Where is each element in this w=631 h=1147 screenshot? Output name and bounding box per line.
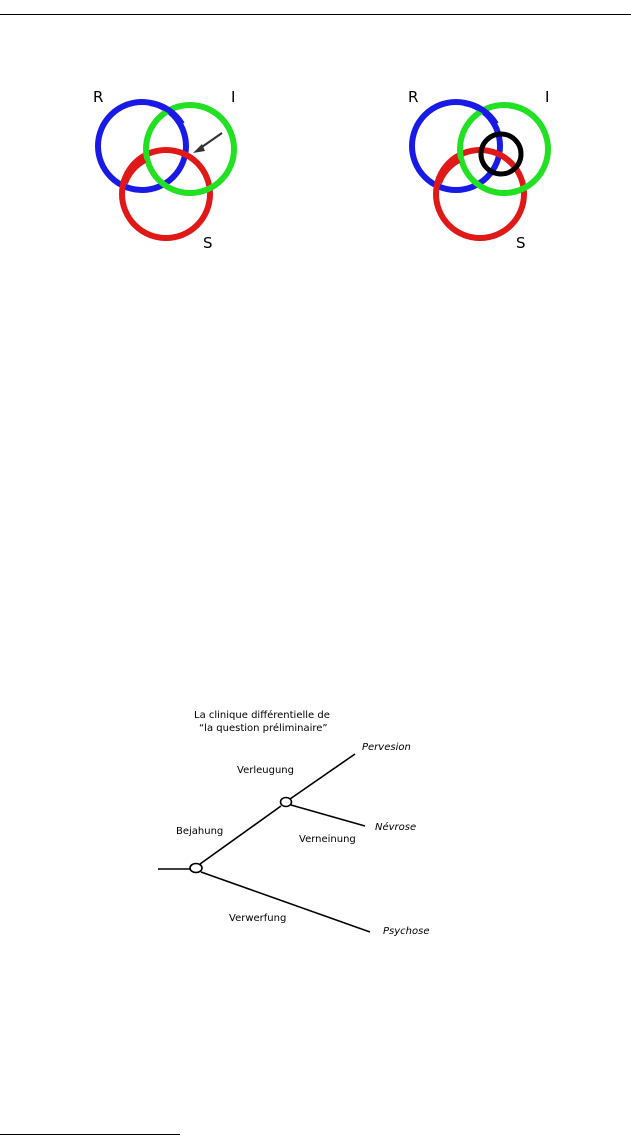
label-bejahung: Bejahung xyxy=(176,826,224,837)
left-arrow-icon xyxy=(193,133,222,153)
bejahung-node xyxy=(281,798,292,807)
left-label-i: I xyxy=(231,88,236,106)
label-verwerfung: Verwerfung xyxy=(229,913,287,924)
right-label-i: I xyxy=(545,88,550,106)
left-knot xyxy=(93,88,235,252)
outcome-psychose: Psychose xyxy=(383,926,430,937)
right-label-r: R xyxy=(408,88,419,106)
tree-title-line1: La clinique différentielle de xyxy=(194,710,330,721)
header-rule xyxy=(0,14,631,15)
outcome-nevrose: Névrose xyxy=(375,822,417,833)
label-verneinung: Verneinung xyxy=(299,834,356,845)
outcome-perversion: Pervesion xyxy=(362,742,411,753)
right-label-s: S xyxy=(516,234,526,252)
clinique-tree-diagram xyxy=(0,700,631,950)
label-verleugung: Verleugung xyxy=(237,765,294,776)
left-label-s: S xyxy=(203,234,213,252)
footnote-rule xyxy=(0,1134,180,1135)
tree-title-line2: “la question préliminaire” xyxy=(199,723,328,734)
root-node xyxy=(190,864,202,873)
left-label-r: R xyxy=(93,88,104,106)
verleugung-line xyxy=(290,754,355,799)
right-knot xyxy=(408,88,549,252)
borromean-knots-figure xyxy=(0,80,631,260)
verneinung-line xyxy=(291,805,365,826)
